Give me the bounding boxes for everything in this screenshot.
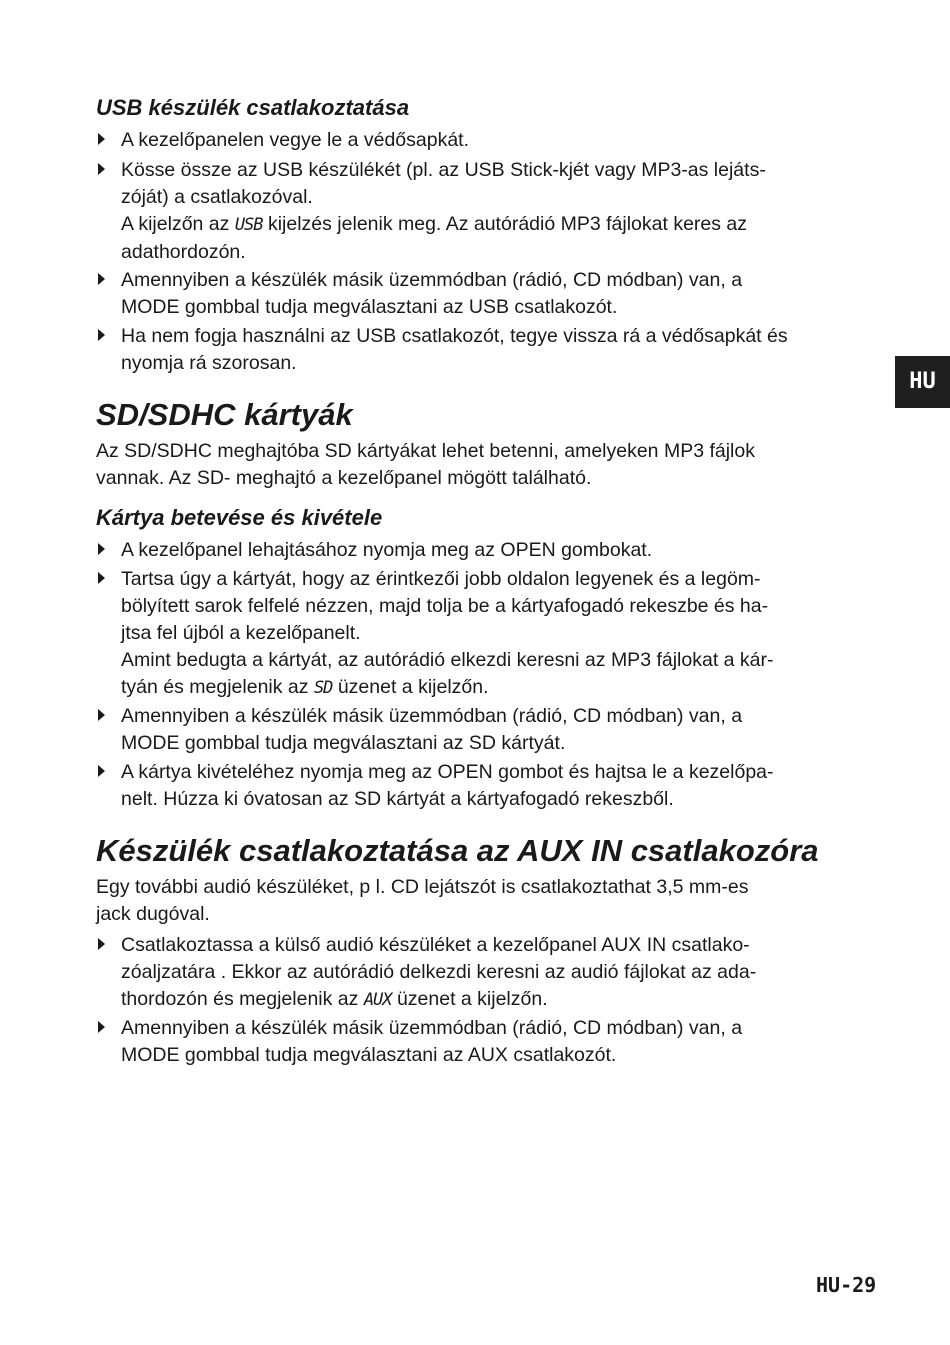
triangle-bullet-icon: [98, 709, 105, 721]
card-insert-heading: Kártya betevése és kivétele: [96, 505, 383, 530]
sd-heading: SD/SDHC kártyák: [96, 397, 353, 432]
list-item: [96, 537, 886, 564]
list-item-text: Tartsa úgy a kártyát, hogy az érintkezői jobb oldalon legyenek és a legöm-: [121, 568, 761, 590]
list-item: [96, 267, 886, 321]
list-item-text: MODE gombbal tudja megválasztani az USB csatlakozót.: [121, 296, 618, 318]
lcd-usb-indicator: USB: [234, 215, 263, 235]
triangle-bullet-icon: [98, 765, 105, 777]
triangle-bullet-icon: [98, 938, 105, 950]
triangle-bullet-icon: [98, 163, 105, 175]
list-item: [96, 323, 886, 377]
list-item: [96, 932, 886, 1014]
list-item: [96, 566, 886, 702]
list-item-text: A kártya kivételéhez nyomja meg az OPEN gombot és hajtsa le a kezelőpa-: [121, 761, 774, 783]
list-item-text: Amennyiben a készülék másik üzemmódban (rádió, CD módban) van, a: [121, 269, 743, 291]
aux-heading: Készülék csatlakoztatása az AUX IN csatlakozóra: [96, 833, 819, 868]
list-item-text: tyán és megjelenik az SD üzenet a kijelzőn.: [121, 676, 489, 698]
list-item: [96, 703, 886, 757]
list-item-text: MODE gombbal tudja megválasztani az SD kártyát.: [121, 732, 566, 754]
list-item-text: Amennyiben a készülék másik üzemmódban (rádió, CD módban) van, a: [121, 1017, 743, 1039]
page-number: HU-29: [816, 1273, 877, 1297]
list-item-text: Ha nem fogja használni az USB csatlakozót, tegye vissza rá a védősapkát és: [121, 325, 788, 347]
list-item-text: A kijelzőn az USB kijelzés jelenik meg. Az autórádió MP3 fájlokat keres az: [121, 213, 748, 235]
aux-intro: Egy további audió készüléket, p l. CD lejátszót is csatlakoztathat 3,5 mm-es jack dugóval.: [96, 876, 749, 925]
list-item-text: A kezelőpanelen vegye le a védősapkát.: [121, 129, 470, 151]
lcd-aux-indicator: AUX: [363, 990, 392, 1010]
triangle-bullet-icon: [98, 1021, 105, 1033]
triangle-bullet-icon: [98, 329, 105, 341]
triangle-bullet-icon: [98, 273, 105, 285]
list-item-text: bölyített sarok felfelé nézzen, majd tolja be a kártyafogadó rekeszbe és ha-: [121, 595, 769, 617]
list-item-text: Csatlakoztassa a külső audió készüléket a kezelőpanel AUX IN csatlako-: [121, 934, 750, 956]
list-item-text: Amint bedugta a kártyát, az autórádió elkezdi keresni az MP3 fájlokat a kár-: [121, 649, 774, 671]
list-item-text: thordozón és megjelenik az AUX üzenet a kijelzőn.: [121, 988, 548, 1010]
list-item-text: Amennyiben a készülék másik üzemmódban (rádió, CD módban) van, a: [121, 705, 743, 727]
list-item: [96, 1015, 886, 1069]
triangle-bullet-icon: [98, 543, 105, 555]
sd-intro: Az SD/SDHC meghajtóba SD kártyákat lehet betenni, amelyeken MP3 fájlok vannak. Az SD- meghajtó a kezelőpanel mögött található.: [96, 440, 755, 489]
list-item: [96, 127, 886, 154]
list-item-text: adathordozón.: [121, 241, 246, 263]
list-item-text: A kezelőpanel lehajtásához nyomja meg az OPEN gombokat.: [121, 539, 653, 561]
list-item-text: nyomja rá szorosan.: [121, 352, 297, 374]
list-item-text: zóaljzatára . Ekkor az autórádió delkezdi keresni az audió fájlokat az ada-: [121, 961, 757, 983]
lcd-sd-indicator: SD: [313, 678, 333, 698]
triangle-bullet-icon: [98, 572, 105, 584]
triangle-bullet-icon: [98, 133, 105, 145]
language-tab: HU: [895, 356, 950, 408]
list-item-text: nelt. Húzza ki óvatosan az SD kártyát a kártyafogadó rekeszből.: [121, 788, 674, 810]
list-item-text: jtsa fel újból a kezelőpanelt.: [121, 622, 361, 644]
list-item-text: MODE gombbal tudja megválasztani az AUX csatlakozót.: [121, 1044, 617, 1066]
list-item-text: Kösse össze az USB készülékét (pl. az USB Stick-kjét vagy MP3-as lejáts-: [121, 159, 766, 181]
list-item-text: zóját) a csatlakozóval.: [121, 186, 313, 208]
usb-heading: USB készülék csatlakoztatása: [96, 95, 410, 120]
list-item: [96, 759, 886, 813]
list-item: [96, 157, 886, 266]
